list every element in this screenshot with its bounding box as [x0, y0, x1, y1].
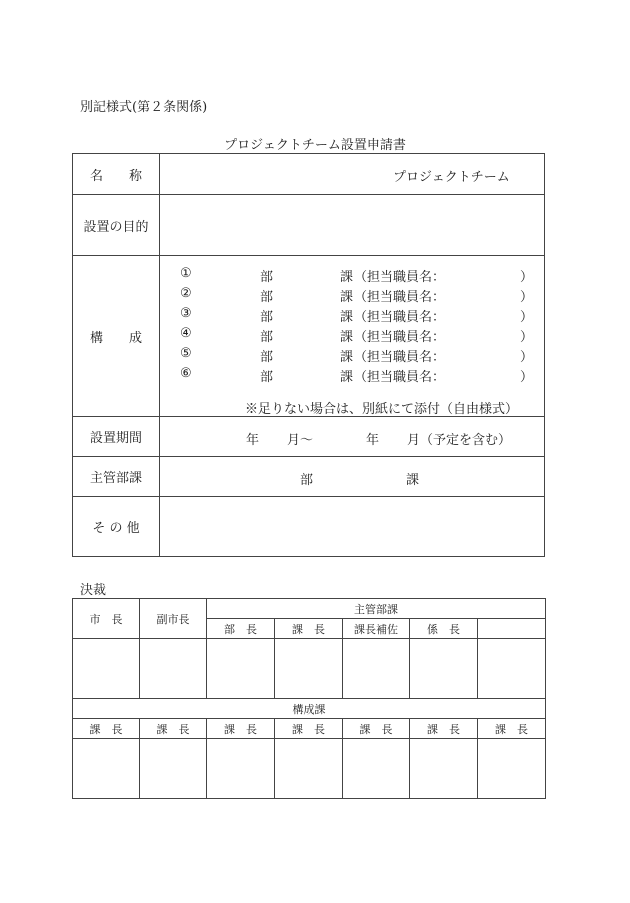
row-number: ⑤	[180, 346, 192, 361]
lead-dept-label: 主管部課	[73, 457, 160, 497]
dept-unit: 部	[260, 330, 274, 345]
period-value[interactable]	[160, 417, 545, 457]
seal-box[interactable]	[73, 739, 140, 799]
period-month-end: 月（予定を含む）	[407, 433, 512, 448]
role-header: 課 長	[343, 719, 410, 739]
contact-label: （担当職員名：	[354, 350, 446, 365]
dept-unit: 部	[260, 270, 274, 285]
contact-close: ）	[520, 290, 534, 305]
approval-table	[72, 598, 546, 799]
composition-row	[160, 286, 544, 306]
period-year-start: 年	[246, 433, 260, 448]
seal-box[interactable]	[140, 639, 207, 699]
seal-box[interactable]	[410, 739, 478, 799]
composition-note: ※足りない場合は、別紙にて添付（自由様式）	[244, 402, 518, 417]
role-header: 課 長	[410, 719, 478, 739]
role-header	[478, 619, 546, 639]
role-header: 課長補佐	[343, 619, 410, 639]
seal-box[interactable]	[410, 639, 478, 699]
section-unit: 課	[340, 290, 354, 305]
contact-label: （担当職員名：	[354, 270, 446, 285]
dept-unit: 部	[260, 290, 274, 305]
row-number: ③	[180, 306, 192, 321]
role-header: 課 長	[478, 719, 546, 739]
dept-unit: 部	[260, 370, 274, 385]
period-label: 設置期間	[73, 417, 160, 457]
contact-label: （担当職員名：	[354, 370, 446, 385]
seal-box[interactable]	[478, 639, 546, 699]
seal-box[interactable]	[478, 739, 546, 799]
period-month-start: 月～	[287, 433, 314, 448]
document-title: プロジェクトチーム設置申請書	[224, 138, 406, 153]
contact-label: （担当職員名：	[354, 330, 446, 345]
dept-unit: 部	[260, 310, 274, 325]
section-unit: 課	[340, 310, 354, 325]
role-header: 課 長	[275, 619, 343, 639]
lead-section-unit: 課	[406, 473, 420, 488]
seal-box[interactable]	[140, 739, 207, 799]
application-table	[72, 153, 545, 557]
composition-cell[interactable]	[160, 256, 545, 417]
role-header: 課 長	[140, 719, 207, 739]
role-header: 課 長	[207, 719, 275, 739]
seal-box[interactable]	[343, 739, 410, 799]
other-label: そ の 他	[73, 497, 160, 557]
deputy-mayor-header: 副市長	[140, 599, 207, 639]
seal-box[interactable]	[207, 639, 275, 699]
composition-label: 構 成	[73, 256, 160, 417]
section-unit: 課	[340, 270, 354, 285]
name-value-text: プロジェクトチーム	[393, 170, 510, 185]
contact-label: （担当職員名：	[354, 290, 446, 305]
seal-box[interactable]	[275, 639, 343, 699]
seal-box[interactable]	[207, 739, 275, 799]
row-number: ①	[180, 266, 192, 281]
lead-dept-value[interactable]	[160, 457, 545, 497]
composition-row	[160, 326, 544, 346]
contact-close: ）	[520, 350, 534, 365]
row-number: ⑥	[180, 366, 192, 381]
seal-box[interactable]	[343, 639, 410, 699]
section-unit: 課	[340, 370, 354, 385]
composition-row	[160, 306, 544, 326]
role-header: 課 長	[73, 719, 140, 739]
seal-box[interactable]	[73, 639, 140, 699]
dept-unit: 部	[260, 350, 274, 365]
row-number: ④	[180, 326, 192, 341]
name-label: 名 称	[73, 154, 160, 195]
name-value[interactable]	[160, 154, 545, 195]
lead-dept-unit: 部	[300, 473, 314, 488]
lead-dept-header: 主管部課	[207, 599, 546, 619]
period-year-end: 年	[366, 433, 380, 448]
contact-close: ）	[520, 370, 534, 385]
approval-section-label: 決裁	[80, 583, 107, 598]
role-header: 係 長	[410, 619, 478, 639]
section-unit: 課	[340, 350, 354, 365]
row-number: ②	[180, 286, 192, 301]
purpose-label: 設置の目的	[73, 195, 160, 256]
composition-row	[160, 266, 544, 286]
composition-row	[160, 366, 544, 386]
mayor-header: 市 長	[73, 599, 140, 639]
section-unit: 課	[340, 330, 354, 345]
purpose-value[interactable]	[160, 195, 545, 256]
contact-close: ）	[520, 310, 534, 325]
role-header: 課 長	[275, 719, 343, 739]
contact-label: （担当職員名：	[354, 310, 446, 325]
contact-close: ）	[520, 270, 534, 285]
seal-box[interactable]	[275, 739, 343, 799]
form-note: 別記様式(第２条関係)	[80, 100, 208, 115]
role-header: 部 長	[207, 619, 275, 639]
other-value[interactable]	[160, 497, 545, 557]
member-sections-header: 構成課	[73, 699, 546, 719]
contact-close: ）	[520, 330, 534, 345]
composition-row	[160, 346, 544, 366]
